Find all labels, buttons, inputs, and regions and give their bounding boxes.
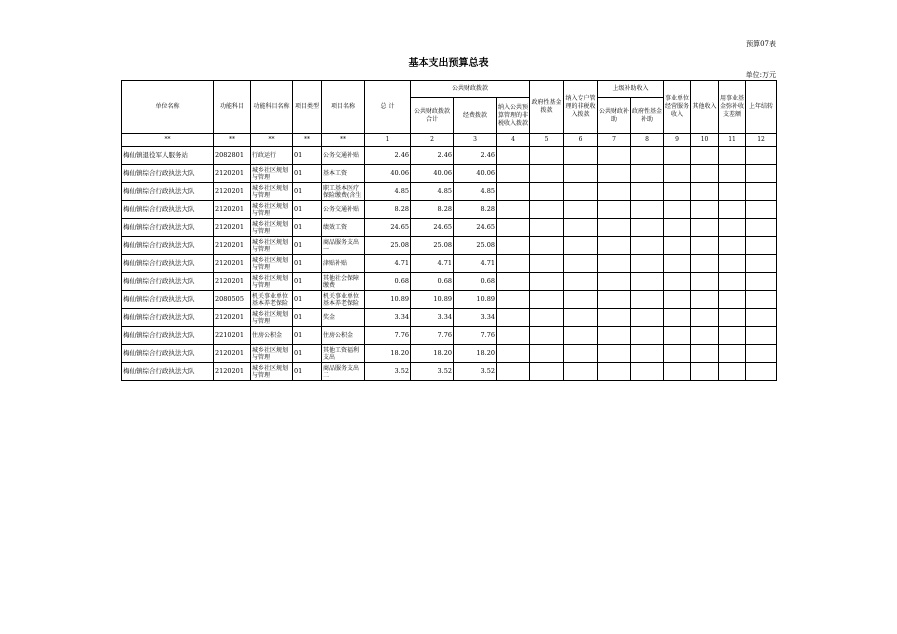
empty-cell (530, 345, 564, 363)
func-code-cell: 2120201 (214, 219, 251, 237)
col-group-superior-subsidy: 上级补助收入 (598, 81, 664, 98)
total-cell: 0.68 (365, 273, 411, 291)
index-cell: 12 (746, 134, 777, 147)
empty-cell (598, 309, 631, 327)
item-name-cell: 职工基本医疗保险缴费(含生 (322, 183, 365, 201)
empty-cell (664, 237, 691, 255)
index-cell: 10 (691, 134, 719, 147)
empty-cell (497, 345, 530, 363)
empty-cell (564, 255, 598, 273)
table-row (122, 219, 777, 237)
table-row (122, 291, 777, 309)
item-name-cell: 绩效工资 (322, 219, 365, 237)
index-cell: 2 (411, 134, 454, 147)
empty-cell (497, 327, 530, 345)
empty-cell (691, 273, 719, 291)
total-cell: 4.71 (365, 255, 411, 273)
empty-cell (746, 309, 777, 327)
empty-cell (719, 219, 746, 237)
table-row (122, 147, 777, 165)
func-code-cell: 2120201 (214, 273, 251, 291)
col-unit-name: 单位名称 (122, 81, 214, 134)
index-cell: ** (214, 134, 251, 147)
item-name-cell: 其他工资福利支出 (322, 345, 365, 363)
func-name-cell: 城乡社区规划与管理 (251, 309, 293, 327)
funds-appropriation-cell: 10.89 (454, 291, 497, 309)
item-name-cell: 奖金 (322, 309, 365, 327)
empty-cell (719, 291, 746, 309)
empty-cell (497, 291, 530, 309)
total-cell: 25.08 (365, 237, 411, 255)
func-name-cell: 城乡社区规划与管理 (251, 255, 293, 273)
item-type-cell: 01 (293, 237, 322, 255)
item-type-cell: 01 (293, 255, 322, 273)
empty-cell (598, 237, 631, 255)
public-finance-subtotal-cell: 2.46 (411, 147, 454, 165)
func-code-cell: 2120201 (214, 237, 251, 255)
empty-cell (746, 237, 777, 255)
empty-cell (530, 201, 564, 219)
index-cell: ** (251, 134, 293, 147)
empty-cell (719, 255, 746, 273)
empty-cell (719, 183, 746, 201)
total-cell: 8.28 (365, 201, 411, 219)
empty-cell (564, 201, 598, 219)
empty-cell (598, 165, 631, 183)
empty-cell (691, 183, 719, 201)
func-code-cell: 2120201 (214, 255, 251, 273)
empty-cell (631, 183, 664, 201)
empty-cell (691, 147, 719, 165)
func-name-cell: 城乡社区规划与管理 (251, 219, 293, 237)
func-name-cell: 住房公积金 (251, 327, 293, 345)
item-type-cell: 01 (293, 183, 322, 201)
table-row (122, 363, 777, 381)
table-row (122, 255, 777, 273)
table-row (122, 165, 777, 183)
func-name-cell: 城乡社区规划与管理 (251, 183, 293, 201)
item-type-cell: 01 (293, 345, 322, 363)
empty-cell (746, 201, 777, 219)
funds-appropriation-cell: 40.06 (454, 165, 497, 183)
funds-appropriation-cell: 2.46 (454, 147, 497, 165)
empty-cell (691, 237, 719, 255)
empty-cell (664, 219, 691, 237)
empty-cell (564, 291, 598, 309)
public-finance-subtotal-cell: 8.28 (411, 201, 454, 219)
item-type-cell: 01 (293, 309, 322, 327)
empty-cell (664, 255, 691, 273)
empty-cell (530, 363, 564, 381)
index-cell: 11 (719, 134, 746, 147)
empty-cell (631, 237, 664, 255)
empty-cell (631, 147, 664, 165)
empty-cell (530, 255, 564, 273)
empty-cell (691, 291, 719, 309)
col-business-income: 事业单位经营服务收入 (664, 81, 691, 134)
func-name-cell: 城乡社区规划与管理 (251, 237, 293, 255)
empty-cell (746, 291, 777, 309)
col-other-income: 其他收入 (691, 81, 719, 134)
empty-cell (719, 201, 746, 219)
empty-cell (691, 345, 719, 363)
funds-appropriation-cell: 0.68 (454, 273, 497, 291)
empty-cell (497, 219, 530, 237)
empty-cell (691, 309, 719, 327)
func-code-cell: 2120201 (214, 183, 251, 201)
empty-cell (631, 165, 664, 183)
empty-cell (746, 183, 777, 201)
empty-cell (746, 345, 777, 363)
empty-cell (497, 255, 530, 273)
empty-cell (664, 273, 691, 291)
table-row (122, 345, 777, 363)
empty-cell (691, 165, 719, 183)
item-type-cell: 01 (293, 165, 322, 183)
empty-cell (530, 291, 564, 309)
total-cell: 10.89 (365, 291, 411, 309)
col-func-name: 功能科目名称 (251, 81, 293, 134)
public-finance-subtotal-cell: 18.20 (411, 345, 454, 363)
col-gov-fund: 政府性基金拨款 (530, 81, 564, 134)
empty-cell (497, 273, 530, 291)
item-name-cell: 商品服务支出二 (322, 363, 365, 381)
item-type-cell: 01 (293, 147, 322, 165)
unit-cell: 梅仙镇综合行政执法大队 (122, 273, 214, 291)
empty-cell (664, 183, 691, 201)
empty-cell (530, 309, 564, 327)
empty-cell (746, 363, 777, 381)
empty-cell (530, 183, 564, 201)
item-type-cell: 01 (293, 291, 322, 309)
empty-cell (598, 363, 631, 381)
empty-cell (497, 165, 530, 183)
index-cell: 9 (664, 134, 691, 147)
total-cell: 7.76 (365, 327, 411, 345)
index-cell: 1 (365, 134, 411, 147)
budget-table (121, 80, 777, 381)
unit-cell: 梅仙镇综合行政执法大队 (122, 309, 214, 327)
empty-cell (631, 345, 664, 363)
empty-cell (598, 183, 631, 201)
col-funds-appropriation: 经费拨款 (454, 98, 497, 134)
empty-cell (719, 345, 746, 363)
empty-cell (691, 327, 719, 345)
empty-cell (746, 165, 777, 183)
empty-cell (746, 219, 777, 237)
empty-cell (497, 309, 530, 327)
index-cell: ** (122, 134, 214, 147)
unit-cell: 梅仙镇综合行政执法大队 (122, 255, 214, 273)
funds-appropriation-cell: 8.28 (454, 201, 497, 219)
empty-cell (719, 147, 746, 165)
unit-cell: 梅仙镇退役军人服务站 (122, 147, 214, 165)
unit-cell: 梅仙镇综合行政执法大队 (122, 345, 214, 363)
unit-cell: 梅仙镇综合行政执法大队 (122, 237, 214, 255)
col-item-name: 项目名称 (322, 81, 365, 134)
table-body (122, 147, 777, 381)
unit-cell: 梅仙镇综合行政执法大队 (122, 219, 214, 237)
unit-cell: 梅仙镇综合行政执法大队 (122, 165, 214, 183)
public-finance-subtotal-cell: 24.65 (411, 219, 454, 237)
empty-cell (746, 327, 777, 345)
col-special-nontax: 纳入专户管理的非税收入拨款 (564, 81, 598, 134)
funds-appropriation-cell: 24.65 (454, 219, 497, 237)
item-type-cell: 01 (293, 201, 322, 219)
empty-cell (497, 183, 530, 201)
form-code: 预算07表 (746, 40, 776, 48)
empty-cell (564, 327, 598, 345)
item-type-cell: 01 (293, 363, 322, 381)
item-name-cell: 基本工资 (322, 165, 365, 183)
empty-cell (746, 255, 777, 273)
public-finance-subtotal-cell: 40.06 (411, 165, 454, 183)
func-name-cell: 城乡社区规划与管理 (251, 363, 293, 381)
empty-cell (664, 363, 691, 381)
empty-cell (719, 309, 746, 327)
empty-cell (631, 255, 664, 273)
public-finance-subtotal-cell: 4.85 (411, 183, 454, 201)
total-cell: 40.06 (365, 165, 411, 183)
item-name-cell: 公务交通补贴 (322, 201, 365, 219)
index-cell: 7 (598, 134, 631, 147)
func-code-cell: 2120201 (214, 165, 251, 183)
page-title: 基本支出预算总表 (408, 58, 489, 69)
item-name-cell: 津贴补贴 (322, 255, 365, 273)
empty-cell (598, 327, 631, 345)
empty-cell (598, 255, 631, 273)
empty-cell (631, 363, 664, 381)
total-cell: 18.20 (365, 345, 411, 363)
empty-cell (497, 237, 530, 255)
col-func-code: 功能科目 (214, 81, 251, 134)
total-cell: 2.46 (365, 147, 411, 165)
table-row (122, 327, 777, 345)
index-cell: 4 (497, 134, 530, 147)
col-item-type: 项目类型 (293, 81, 322, 134)
total-cell: 3.52 (365, 363, 411, 381)
total-cell: 4.85 (365, 183, 411, 201)
empty-cell (564, 147, 598, 165)
item-type-cell: 01 (293, 327, 322, 345)
funds-appropriation-cell: 18.20 (454, 345, 497, 363)
empty-cell (664, 165, 691, 183)
item-type-cell: 01 (293, 219, 322, 237)
public-finance-subtotal-cell: 3.52 (411, 363, 454, 381)
func-name-cell: 城乡社区规划与管理 (251, 273, 293, 291)
empty-cell (631, 291, 664, 309)
empty-cell (530, 327, 564, 345)
col-gov-fund-subsidy: 政府性基金补助 (631, 98, 664, 134)
func-code-cell: 2080505 (214, 291, 251, 309)
empty-cell (691, 201, 719, 219)
public-finance-subtotal-cell: 0.68 (411, 273, 454, 291)
index-cell: 3 (454, 134, 497, 147)
item-name-cell: 机关事业单位基本养老保险 (322, 291, 365, 309)
empty-cell (664, 327, 691, 345)
total-cell: 3.34 (365, 309, 411, 327)
empty-cell (598, 201, 631, 219)
empty-cell (564, 273, 598, 291)
empty-cell (564, 363, 598, 381)
empty-cell (719, 327, 746, 345)
empty-cell (719, 363, 746, 381)
funds-appropriation-cell: 3.52 (454, 363, 497, 381)
col-public-finance-subtotal: 公共财政拨款合计 (411, 98, 454, 134)
func-code-cell: 2120201 (214, 345, 251, 363)
empty-cell (691, 219, 719, 237)
func-code-cell: 2210201 (214, 327, 251, 345)
col-nontax-in-budget: 纳入公共预算管理的非税收入拨款 (497, 98, 530, 134)
total-cell: 24.65 (365, 219, 411, 237)
empty-cell (564, 309, 598, 327)
empty-cell (631, 309, 664, 327)
funds-appropriation-cell: 4.85 (454, 183, 497, 201)
empty-cell (691, 255, 719, 273)
empty-cell (564, 237, 598, 255)
index-row (122, 134, 777, 147)
empty-cell (631, 201, 664, 219)
func-code-cell: 2120201 (214, 201, 251, 219)
empty-cell (664, 291, 691, 309)
empty-cell (564, 183, 598, 201)
col-carryover: 上年结转 (746, 81, 777, 134)
empty-cell (631, 327, 664, 345)
empty-cell (719, 273, 746, 291)
empty-cell (530, 219, 564, 237)
empty-cell (664, 201, 691, 219)
empty-cell (530, 273, 564, 291)
table-row (122, 309, 777, 327)
empty-cell (719, 165, 746, 183)
col-public-finance-subsidy: 公共财政补助 (598, 98, 631, 134)
table-row (122, 273, 777, 291)
unit-label: 单位:万元 (745, 71, 776, 79)
funds-appropriation-cell: 4.71 (454, 255, 497, 273)
empty-cell (746, 273, 777, 291)
empty-cell (664, 309, 691, 327)
empty-cell (530, 237, 564, 255)
empty-cell (564, 345, 598, 363)
empty-cell (598, 219, 631, 237)
empty-cell (746, 147, 777, 165)
item-name-cell: 住房公积金 (322, 327, 365, 345)
funds-appropriation-cell: 7.76 (454, 327, 497, 345)
unit-cell: 梅仙镇综合行政执法大队 (122, 201, 214, 219)
table-row (122, 183, 777, 201)
empty-cell (497, 201, 530, 219)
empty-cell (598, 291, 631, 309)
item-type-cell: 01 (293, 273, 322, 291)
col-total: 总 计 (365, 81, 411, 134)
func-name-cell: 城乡社区规划与管理 (251, 165, 293, 183)
empty-cell (691, 363, 719, 381)
public-finance-subtotal-cell: 10.89 (411, 291, 454, 309)
table-row (122, 237, 777, 255)
func-name-cell: 行政运行 (251, 147, 293, 165)
unit-cell: 梅仙镇综合行政执法大队 (122, 327, 214, 345)
index-cell: ** (293, 134, 322, 147)
empty-cell (564, 165, 598, 183)
item-name-cell: 公务交通补贴 (322, 147, 365, 165)
func-code-cell: 2120201 (214, 363, 251, 381)
empty-cell (631, 273, 664, 291)
funds-appropriation-cell: 3.34 (454, 309, 497, 327)
empty-cell (598, 147, 631, 165)
empty-cell (664, 345, 691, 363)
item-name-cell: 商品服务支出一 (322, 237, 365, 255)
funds-appropriation-cell: 25.08 (454, 237, 497, 255)
empty-cell (497, 363, 530, 381)
public-finance-subtotal-cell: 7.76 (411, 327, 454, 345)
col-group-public-finance: 公共财政拨款 (411, 81, 530, 98)
unit-cell: 梅仙镇综合行政执法大队 (122, 183, 214, 201)
col-fund-balance: 用事业基金弥补收支差额 (719, 81, 746, 134)
index-cell: 5 (530, 134, 564, 147)
func-code-cell: 2082801 (214, 147, 251, 165)
public-finance-subtotal-cell: 3.34 (411, 309, 454, 327)
empty-cell (598, 273, 631, 291)
func-name-cell: 城乡社区规划与管理 (251, 201, 293, 219)
empty-cell (497, 147, 530, 165)
empty-cell (598, 345, 631, 363)
index-cell: 6 (564, 134, 598, 147)
empty-cell (530, 165, 564, 183)
func-code-cell: 2120201 (214, 309, 251, 327)
func-name-cell: 机关事业单位基本养老保险 (251, 291, 293, 309)
func-name-cell: 城乡社区规划与管理 (251, 345, 293, 363)
index-cell: 8 (631, 134, 664, 147)
empty-cell (564, 219, 598, 237)
empty-cell (664, 147, 691, 165)
unit-cell: 梅仙镇综合行政执法大队 (122, 363, 214, 381)
unit-cell: 梅仙镇综合行政执法大队 (122, 291, 214, 309)
item-name-cell: 其他社会保障缴费 (322, 273, 365, 291)
empty-cell (631, 219, 664, 237)
table-row (122, 201, 777, 219)
empty-cell (530, 147, 564, 165)
public-finance-subtotal-cell: 25.08 (411, 237, 454, 255)
index-cell: ** (322, 134, 365, 147)
empty-cell (719, 237, 746, 255)
public-finance-subtotal-cell: 4.71 (411, 255, 454, 273)
